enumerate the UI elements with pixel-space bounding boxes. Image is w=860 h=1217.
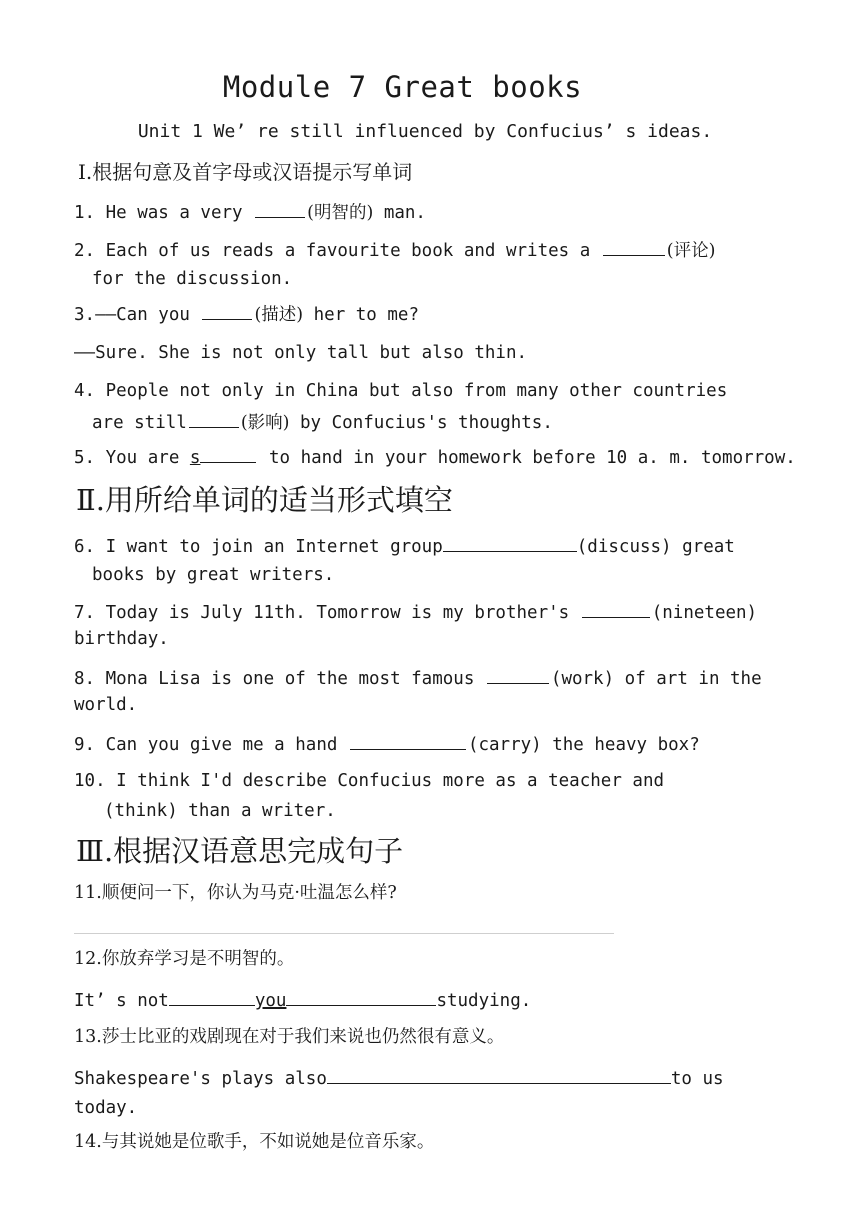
question-9: 9. Can you give me a hand (carry) the heavy box?: [74, 731, 700, 757]
answer-blank[interactable]: [200, 444, 256, 463]
question-1: 1. He was a very (明智的) man.: [74, 199, 426, 225]
question-12-answer: It’ s not you studying.: [74, 987, 531, 1013]
question-2-cont: for the discussion.: [92, 269, 293, 289]
answer-line[interactable]: [74, 933, 614, 934]
answer-blank[interactable]: [487, 665, 549, 684]
question-7: 7. Today is July 11th. Tomorrow is my brother's (nineteen): [74, 599, 757, 625]
section-1-heading: Ⅰ.根据句意及首字母或汉语提示写单词: [78, 160, 413, 184]
question-6: 6. I want to join an Internet group (discuss) great: [74, 533, 735, 559]
answer-blank[interactable]: [169, 987, 255, 1006]
module-title: Module 7 Great books: [222, 70, 583, 104]
question-13-answer: Shakespeare's plays also to us: [74, 1065, 724, 1091]
question-10: 10. I think I'd describe Confucius more as a teacher and: [74, 771, 665, 791]
question-12: 12.你放弃学习是不明智的。: [74, 949, 295, 969]
question-10-cont: (think) than a writer.: [104, 801, 336, 821]
question-13: 13.莎士比亚的戏剧现在对于我们来说也仍然很有意义。: [74, 1027, 505, 1047]
answer-blank[interactable]: [202, 301, 252, 320]
question-5: 5. You are s to hand in your homework before 10 a. m. tomorrow.: [74, 444, 796, 470]
answer-blank[interactable]: [286, 987, 436, 1006]
answer-blank[interactable]: [189, 409, 239, 428]
section-3-heading: Ⅲ.根据汉语意思完成句子: [76, 834, 404, 868]
answer-blank[interactable]: [327, 1065, 671, 1084]
question-14: 14.与其说她是位歌手，不如说她是位音乐家。: [74, 1132, 435, 1152]
question-6-cont: books by great writers.: [92, 565, 335, 585]
question-11: 11.顺便问一下，你认为马克·吐温怎么样?: [74, 883, 397, 903]
answer-blank[interactable]: [603, 237, 665, 256]
answer-blank[interactable]: [582, 599, 650, 618]
answer-blank[interactable]: [350, 731, 466, 750]
answer-blank[interactable]: [255, 199, 305, 218]
question-3-reply: ——Sure. She is not only tall but also thin.: [74, 343, 528, 363]
first-letter-hint: s: [189, 448, 201, 468]
answer-blank[interactable]: [443, 533, 577, 552]
section-2-heading: Ⅱ.用所给单词的适当形式填空: [76, 483, 453, 517]
question-2: 2. Each of us reads a favourite book and writes a (评论): [74, 237, 715, 263]
question-4-cont: are still (影响) by Confucius's thoughts.: [92, 409, 553, 435]
question-8: 8. Mona Lisa is one of the most famous (work) of art in the: [74, 665, 762, 691]
question-4: 4. People not only in China but also from many other countries: [74, 381, 728, 401]
question-8-cont: world.: [74, 695, 138, 715]
question-3: 3.——Can you (描述) her to me?: [74, 301, 419, 327]
question-7-cont: birthday.: [74, 629, 169, 649]
unit-subtitle: Unit 1 We’ re still influenced by Confucius’ s ideas.: [137, 121, 713, 142]
question-13-cont: today.: [74, 1098, 138, 1118]
